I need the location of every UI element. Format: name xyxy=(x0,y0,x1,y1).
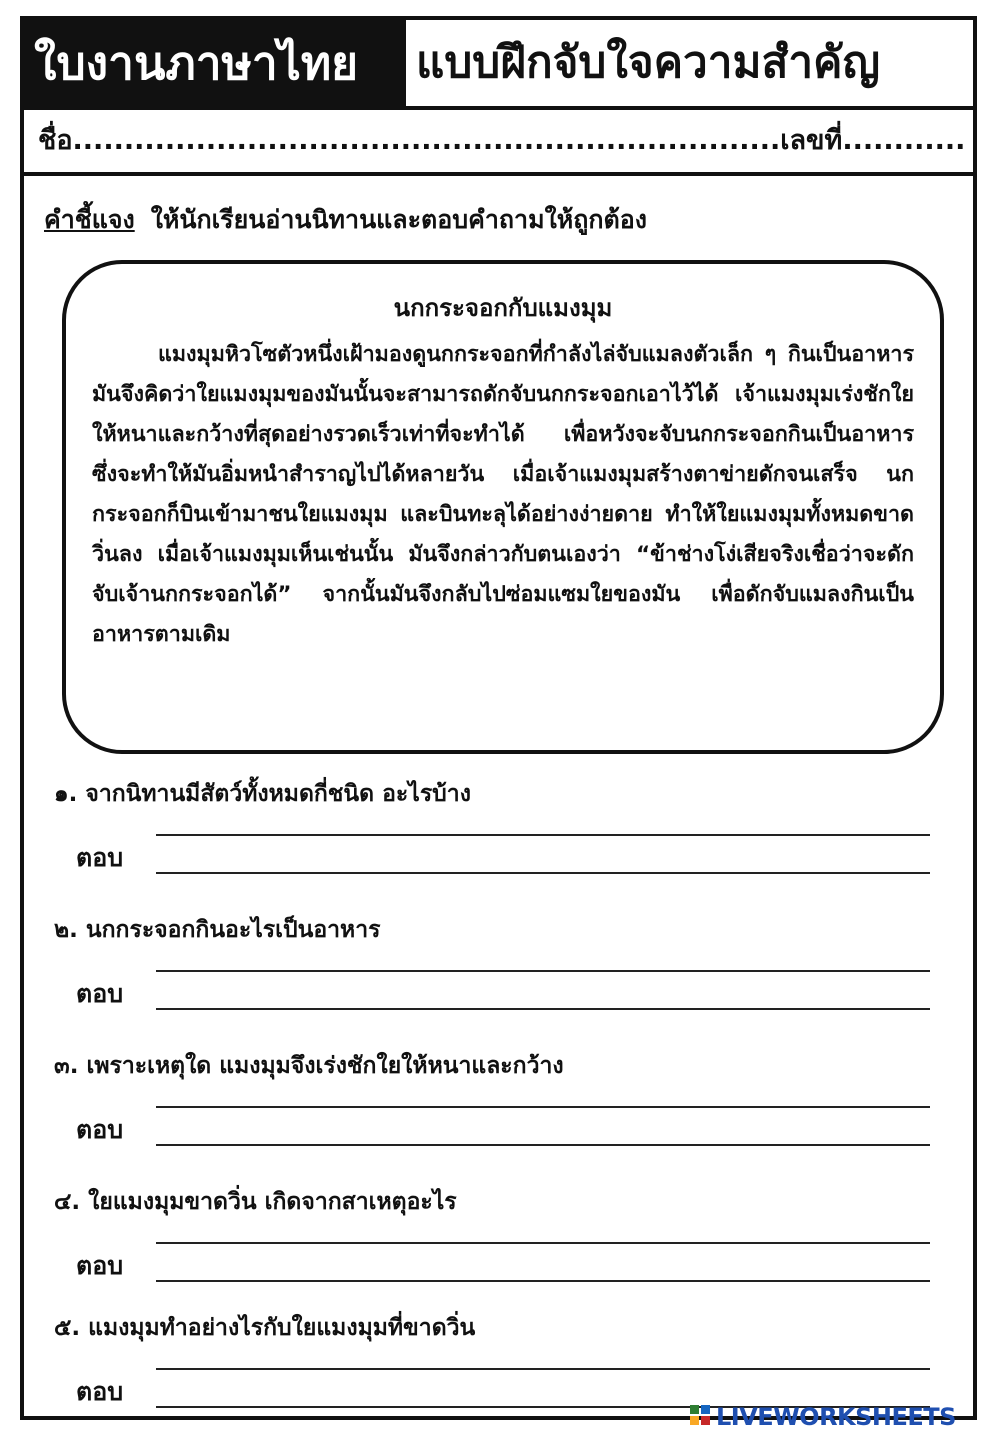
instruction-text: ให้นักเรียนอ่านนิทานและตอบคำถามให้ถูกต้อง xyxy=(150,205,647,234)
answer-line-5a[interactable] xyxy=(156,1368,930,1370)
answer-line-1b[interactable] xyxy=(156,872,930,874)
name-label: ชื่อ xyxy=(38,125,73,156)
answer-label-3: ตอบ xyxy=(76,1115,124,1144)
story-box xyxy=(62,260,944,754)
number-field[interactable]: ............ xyxy=(842,125,966,156)
answer-line-2a[interactable] xyxy=(156,970,930,972)
question-4: ๔. ใยแมงมุมขาดวิ่น เกิดจากสาเหตุอะไร xyxy=(54,1189,457,1215)
answer-label-1: ตอบ xyxy=(76,843,124,872)
answer-label-2: ตอบ xyxy=(76,979,124,1008)
number-label: เลขที่ xyxy=(780,125,843,156)
story-title: นกกระจอกกับแมงมุม xyxy=(393,294,613,322)
answer-line-4a[interactable] xyxy=(156,1242,930,1244)
question-2: ๒. นกกระจอกกินอะไรเป็นอาหาร xyxy=(54,917,381,943)
answer-line-3a[interactable] xyxy=(156,1106,930,1108)
question-3: ๓. เพราะเหตุใด แมงมุมจึงเร่งชักใยให้หนาและกว้าง xyxy=(54,1053,564,1079)
worksheet xyxy=(20,16,977,1420)
answer-line-4b[interactable] xyxy=(156,1280,930,1282)
title-row xyxy=(24,20,973,110)
instruction xyxy=(44,200,647,240)
worksheet-topic-title: แบบฝึกจับใจความสำคัญ xyxy=(416,37,880,88)
instruction-label: คำชี้แจง xyxy=(44,205,135,234)
answer-label-4: ตอบ xyxy=(76,1251,124,1280)
worksheet-subject-title: ใบงานภาษาไทย xyxy=(24,20,406,106)
answer-label-5: ตอบ xyxy=(76,1377,124,1406)
answer-line-3b[interactable] xyxy=(156,1144,930,1146)
story-body: แมงมุมหิวโซตัวหนึ่งเฝ้ามองดูนกกระจอกที่กำลังไล่จับแมลงตัวเล็ก ๆ กินเป็นอาหาร มันจึงคิดว่าใยแมงมุมของมันนั้นจะสามารถดักจับนกกระจอกเอาไว้ได้ เจ้าแมงมุมเร่งชักใยให้หนาและกว้างที่สุดอย่างรวดเร็วเท่าที่จะทำได้ เพื่อหวังจะจับนกกระจอกกินเป็นอาหาร ซึ่งจะทำให้มันอิ่มหนำสำราญไปได้หลายวัน เมื่อเจ้าแมงมุมสร้างตาข่ายดักจนเสร็จ นกกระจอกก็บินเข้ามาชนใยแมงมุม และบินทะลุได้อย่างง่ายดาย ทำให้ใยแมงมุมทั้งหมดขาดวิ่นลง เมื่อเจ้าแมงมุมเห็นเช่นนั้น มันจึงกล่าวกับตนเองว่า “ข้าช่างโง่เสียจริงเชื่อว่าจะดักจับเจ้านกกระจอกได้” จากนั้นมันจึงกลับไปซ่อมแซมใยของมัน เพื่อดักจับแมลงกินเป็นอาหารตามเดิม xyxy=(92,342,914,647)
answer-line-2b[interactable] xyxy=(156,1008,930,1010)
question-5: ๕. แมงมุมทำอย่างไรกับใยแมงมุมที่ขาดวิ่น xyxy=(54,1315,476,1341)
liveworksheets-watermark xyxy=(690,1402,956,1432)
student-info-row xyxy=(24,110,973,176)
liveworksheets-text: LIVEWORKSHEETS xyxy=(716,1403,956,1431)
question-1: ๑. จากนิทานมีสัตว์ทั้งหมดกี่ชนิด อะไรบ้าง xyxy=(54,781,471,807)
answer-line-1a[interactable] xyxy=(156,834,930,836)
name-field[interactable]: ..................................................................... xyxy=(72,125,781,156)
liveworksheets-logo-icon xyxy=(690,1405,712,1429)
